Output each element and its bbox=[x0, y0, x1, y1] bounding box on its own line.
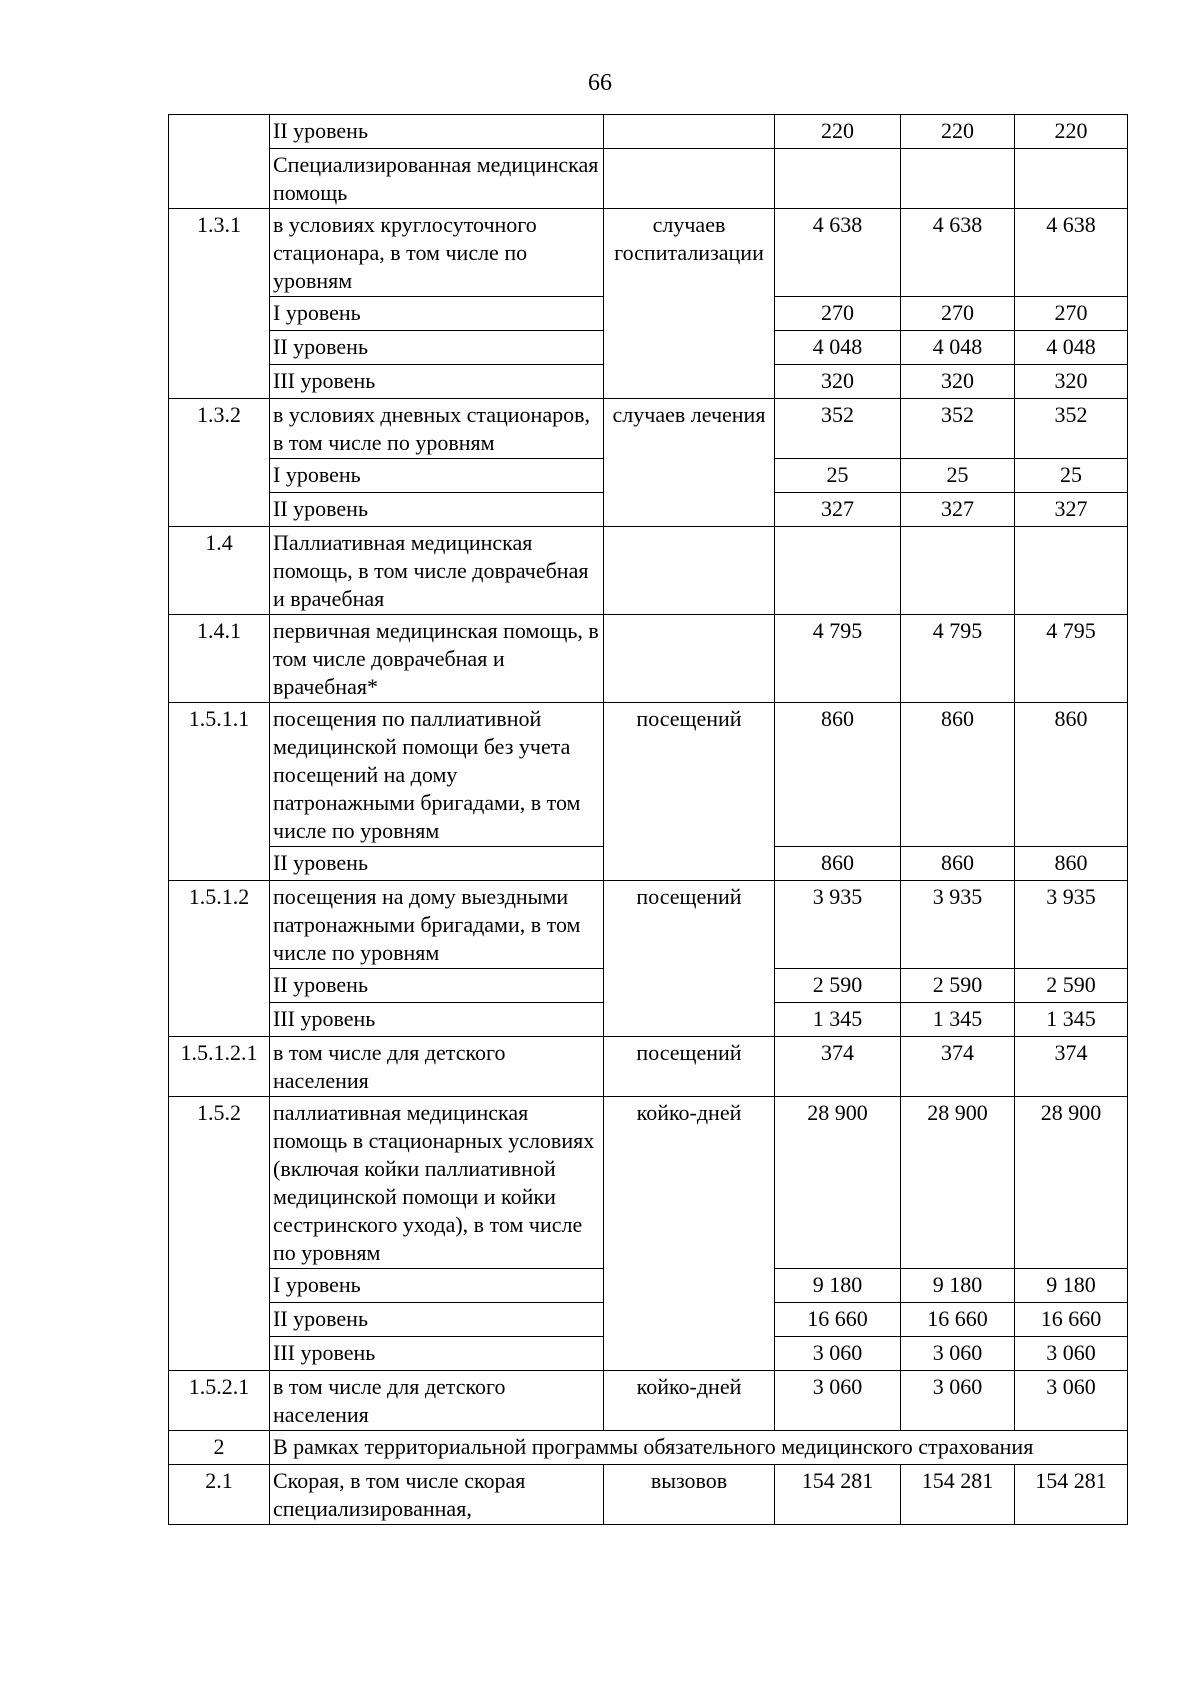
value-cell: 4 795 bbox=[1015, 615, 1128, 703]
value-cell: 9 180 bbox=[901, 1269, 1015, 1303]
table-row bbox=[169, 703, 1128, 847]
table-row bbox=[169, 615, 1128, 703]
value-cell: 16 660 bbox=[775, 1303, 901, 1337]
value-cell: 4 795 bbox=[901, 615, 1015, 703]
value-cell: 4 638 bbox=[775, 209, 901, 297]
row-name-cell: Скорая, в том числе скорая специализированная, bbox=[270, 1465, 604, 1525]
row-number-cell: 1.5.1.2 bbox=[169, 881, 270, 1037]
unit-cell bbox=[604, 527, 775, 615]
value-cell: 16 660 bbox=[901, 1303, 1015, 1337]
value-cell: 28 900 bbox=[775, 1097, 901, 1269]
value-cell: 3 935 bbox=[1015, 881, 1128, 969]
row-number-cell: 1.5.1.2.1 bbox=[169, 1037, 270, 1097]
row-number-cell bbox=[169, 115, 270, 209]
value-cell: 3 935 bbox=[775, 881, 901, 969]
table-row bbox=[169, 1097, 1128, 1269]
value-cell bbox=[775, 527, 901, 615]
value-cell: 4 048 bbox=[1015, 331, 1128, 365]
value-cell bbox=[775, 149, 901, 209]
row-number-cell: 2.1 bbox=[169, 1465, 270, 1525]
row-number-cell: 1.4 bbox=[169, 527, 270, 615]
unit-cell: случаев госпитализации bbox=[604, 209, 775, 399]
row-number-cell: 1.5.2 bbox=[169, 1097, 270, 1371]
value-cell: 154 281 bbox=[775, 1465, 901, 1525]
value-cell bbox=[901, 527, 1015, 615]
value-cell bbox=[901, 149, 1015, 209]
table-row bbox=[169, 527, 1128, 615]
unit-cell: посещений bbox=[604, 1037, 775, 1097]
row-number-cell: 1.5.1.1 bbox=[169, 703, 270, 881]
value-cell: 2 590 bbox=[901, 969, 1015, 1003]
unit-cell bbox=[604, 149, 775, 209]
value-cell bbox=[1015, 149, 1128, 209]
value-cell: 25 bbox=[1015, 459, 1128, 493]
value-cell: 28 900 bbox=[901, 1097, 1015, 1269]
value-cell: 374 bbox=[1015, 1037, 1128, 1097]
value-cell: 3 060 bbox=[775, 1371, 901, 1431]
value-cell: 2 590 bbox=[775, 969, 901, 1003]
value-cell: 860 bbox=[901, 703, 1015, 847]
value-cell: 3 060 bbox=[1015, 1337, 1128, 1371]
value-cell: 4 638 bbox=[1015, 209, 1128, 297]
table-row bbox=[169, 209, 1128, 297]
unit-cell: койко-дней bbox=[604, 1097, 775, 1371]
table-row bbox=[169, 1037, 1128, 1097]
value-cell: 1 345 bbox=[901, 1003, 1015, 1037]
unit-cell: посещений bbox=[604, 703, 775, 881]
value-cell: 352 bbox=[775, 399, 901, 459]
row-number-cell: 1.5.2.1 bbox=[169, 1371, 270, 1431]
value-cell bbox=[1015, 527, 1128, 615]
value-cell: 220 bbox=[901, 115, 1015, 149]
row-name-cell: в том числе для детского населения bbox=[270, 1037, 604, 1097]
row-name-cell: в условиях круглосуточного стационара, в том числе по уровням bbox=[270, 209, 604, 297]
value-cell: 327 bbox=[901, 493, 1015, 527]
value-cell: 154 281 bbox=[901, 1465, 1015, 1525]
row-number-cell: 1.4.1 bbox=[169, 615, 270, 703]
value-cell: 860 bbox=[775, 703, 901, 847]
value-cell: 4 048 bbox=[901, 331, 1015, 365]
row-name-cell: III уровень bbox=[270, 1337, 604, 1371]
section-heading-cell: В рамках территориальной программы обязательного медицинского страхования bbox=[270, 1431, 1128, 1465]
unit-cell bbox=[604, 615, 775, 703]
table-row bbox=[169, 881, 1128, 969]
row-name-cell: II уровень bbox=[270, 331, 604, 365]
value-cell: 860 bbox=[901, 847, 1015, 881]
volume-table bbox=[168, 114, 1128, 1525]
row-name-cell: III уровень bbox=[270, 365, 604, 399]
value-cell: 220 bbox=[775, 115, 901, 149]
row-name-cell: I уровень bbox=[270, 297, 604, 331]
table-row bbox=[169, 149, 1128, 209]
value-cell: 28 900 bbox=[1015, 1097, 1128, 1269]
row-name-cell: посещения на дому выездными патронажными бригадами, в том числе по уровням bbox=[270, 881, 604, 969]
value-cell: 1 345 bbox=[1015, 1003, 1128, 1037]
row-name-cell: II уровень bbox=[270, 847, 604, 881]
table-row bbox=[169, 1431, 1128, 1465]
value-cell: 860 bbox=[1015, 847, 1128, 881]
row-number-cell: 1.3.2 bbox=[169, 399, 270, 527]
unit-cell: вызовов bbox=[604, 1465, 775, 1525]
value-cell: 25 bbox=[901, 459, 1015, 493]
value-cell: 4 048 bbox=[775, 331, 901, 365]
page-number: 66 bbox=[588, 70, 612, 96]
table-row bbox=[169, 1371, 1128, 1431]
value-cell: 25 bbox=[775, 459, 901, 493]
value-cell: 374 bbox=[901, 1037, 1015, 1097]
row-name-cell: в том числе для детского населения bbox=[270, 1371, 604, 1431]
row-name-cell: Специализированная медицинская помощь bbox=[270, 149, 604, 209]
value-cell: 374 bbox=[775, 1037, 901, 1097]
row-name-cell: II уровень bbox=[270, 1303, 604, 1337]
value-cell: 352 bbox=[901, 399, 1015, 459]
unit-cell: посещений bbox=[604, 881, 775, 1037]
value-cell: 220 bbox=[1015, 115, 1128, 149]
value-cell: 3 060 bbox=[1015, 1371, 1128, 1431]
value-cell: 860 bbox=[1015, 703, 1128, 847]
row-number-cell: 2 bbox=[169, 1431, 270, 1465]
row-name-cell: II уровень bbox=[270, 493, 604, 527]
row-name-cell: первичная медицинская помощь, в том числе доврачебная и врачебная* bbox=[270, 615, 604, 703]
row-name-cell: паллиативная медицинская помощь в стационарных условиях (включая койки паллиативной медицинской помощи и койки сестринского ухода), в том числе по уровням bbox=[270, 1097, 604, 1269]
value-cell: 860 bbox=[775, 847, 901, 881]
value-cell: 9 180 bbox=[1015, 1269, 1128, 1303]
value-cell: 327 bbox=[775, 493, 901, 527]
table-row bbox=[169, 1465, 1128, 1525]
value-cell: 352 bbox=[1015, 399, 1128, 459]
row-number-cell: 1.3.1 bbox=[169, 209, 270, 399]
value-cell: 3 060 bbox=[901, 1337, 1015, 1371]
value-cell: 320 bbox=[901, 365, 1015, 399]
row-name-cell: Паллиативная медицинская помощь, в том числе доврачебная и врачебная bbox=[270, 527, 604, 615]
value-cell: 3 060 bbox=[775, 1337, 901, 1371]
row-name-cell: II уровень bbox=[270, 969, 604, 1003]
table-row bbox=[169, 115, 1128, 149]
value-cell: 270 bbox=[901, 297, 1015, 331]
row-name-cell: в условиях дневных стационаров, в том числе по уровням bbox=[270, 399, 604, 459]
unit-cell: случаев лечения bbox=[604, 399, 775, 527]
table-row bbox=[169, 399, 1128, 459]
row-name-cell: I уровень bbox=[270, 459, 604, 493]
value-cell: 270 bbox=[775, 297, 901, 331]
value-cell: 1 345 bbox=[775, 1003, 901, 1037]
value-cell: 154 281 bbox=[1015, 1465, 1128, 1525]
value-cell: 320 bbox=[1015, 365, 1128, 399]
value-cell: 320 bbox=[775, 365, 901, 399]
row-name-cell: I уровень bbox=[270, 1269, 604, 1303]
row-name-cell: III уровень bbox=[270, 1003, 604, 1037]
value-cell: 4 795 bbox=[775, 615, 901, 703]
value-cell: 3 935 bbox=[901, 881, 1015, 969]
value-cell: 3 060 bbox=[901, 1371, 1015, 1431]
value-cell: 9 180 bbox=[775, 1269, 901, 1303]
row-name-cell: II уровень bbox=[270, 115, 604, 149]
value-cell: 16 660 bbox=[1015, 1303, 1128, 1337]
value-cell: 327 bbox=[1015, 493, 1128, 527]
unit-cell bbox=[604, 115, 775, 149]
value-cell: 2 590 bbox=[1015, 969, 1128, 1003]
unit-cell: койко-дней bbox=[604, 1371, 775, 1431]
row-name-cell: посещения по паллиативной медицинской помощи без учета посещений на дому патронажными бригадами, в том числе по уровням bbox=[270, 703, 604, 847]
value-cell: 4 638 bbox=[901, 209, 1015, 297]
value-cell: 270 bbox=[1015, 297, 1128, 331]
